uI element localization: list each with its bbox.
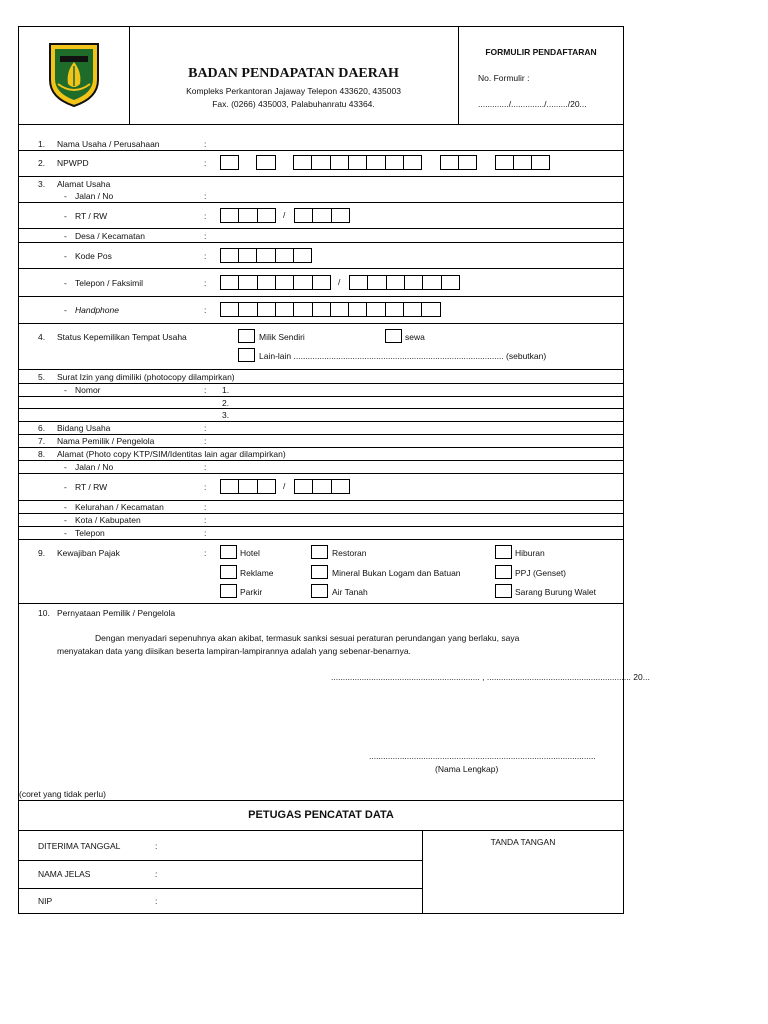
field-label-nama-pemilik: Nama Pemilik / Pengelola: [57, 436, 155, 446]
row-divider: [18, 408, 624, 409]
field-num: 3.: [38, 179, 46, 189]
dash: -: [64, 305, 67, 315]
colon: :: [204, 515, 207, 525]
org-address-line2: Fax. (0266) 435003, Palabuhanratu 43364.: [212, 99, 375, 109]
checkbox-parkir[interactable]: [220, 584, 237, 598]
digit-box-divider: [331, 479, 332, 494]
colon: :: [204, 231, 207, 241]
digit-box-group[interactable]: [495, 155, 550, 170]
field-label-telepon: Telepon / Faksimil: [75, 278, 144, 288]
row-divider: [18, 383, 624, 384]
colon: :: [204, 139, 207, 149]
digit-box-divider: [275, 302, 276, 317]
field-num: 8.: [38, 449, 46, 459]
colon: :: [155, 869, 158, 879]
dash: -: [64, 515, 67, 525]
digit-box-divider: [238, 479, 239, 494]
nomor-item-3: 3.: [222, 410, 230, 420]
colon: :: [204, 482, 207, 492]
digit-box-divider: [404, 275, 405, 290]
digit-box-divider: [422, 275, 423, 290]
digit-box-divider: [257, 275, 258, 290]
digit-box-divider: [238, 208, 239, 223]
field-label-kode-pos: Kode Pos: [75, 251, 112, 261]
digit-box-divider: [348, 302, 349, 317]
colon: :: [204, 385, 207, 395]
row-divider: [18, 421, 624, 422]
option-air-tanah: Air Tanah: [332, 587, 368, 597]
field-label-jalan: Jalan / No: [75, 462, 114, 472]
dash: -: [64, 502, 67, 512]
checkbox-mineral[interactable]: [311, 565, 328, 579]
colon: :: [204, 191, 207, 201]
row-divider: [18, 396, 624, 397]
field-label-pernyataan: Pernyataan Pemilik / Pengelola: [57, 608, 176, 618]
row-divider: [18, 800, 624, 801]
field-label-kelurahan: Kelurahan / Kecamatan: [75, 502, 164, 512]
row-divider: [18, 176, 624, 177]
dash: -: [64, 278, 67, 288]
digit-box-divider: [293, 275, 294, 290]
form-number-label: No. Formulir :: [478, 73, 530, 83]
field-num: 9.: [38, 548, 46, 558]
signature-line[interactable]: ................................................................................................: [369, 751, 596, 761]
digit-box-divider: [366, 155, 367, 170]
org-address-line1: Kompleks Perkantoran Jajaway Telepon 433620, 435003: [186, 86, 401, 96]
dash: -: [64, 462, 67, 472]
digit-box-group[interactable]: [294, 479, 350, 494]
checkbox-sewa[interactable]: [385, 329, 402, 343]
option-milik-sendiri: Milik Sendiri: [259, 332, 305, 342]
field-num: 4.: [38, 332, 46, 342]
digit-box-divider: [386, 275, 387, 290]
digit-box-divider: [312, 479, 313, 494]
row-divider: [18, 296, 624, 297]
digit-box-divider: [441, 275, 442, 290]
row-divider: [18, 268, 624, 269]
colon: :: [204, 211, 207, 221]
digit-box-divider: [238, 248, 239, 263]
colon: :: [204, 251, 207, 261]
row-divider: [18, 830, 624, 831]
option-parkir: Parkir: [240, 587, 263, 597]
colon: :: [204, 436, 207, 446]
digit-box-divider: [531, 155, 532, 170]
dash: -: [64, 482, 67, 492]
dash: -: [64, 528, 67, 538]
statement-line-1: Dengan menyadari sepenuhnya akan akibat, termasuk sanksi sesuai peraturan perundangan yang berlaku, saya: [95, 633, 520, 643]
statement-line-2: menyatakan data yang diisikan beserta lampiran-lampirannya adalah yang sebenar-benarnya.: [57, 646, 411, 656]
checkbox-sarang-walet[interactable]: [495, 584, 512, 598]
dash: -: [64, 231, 67, 241]
row-divider: [18, 447, 624, 448]
digit-box-divider: [275, 275, 276, 290]
digit-box-group[interactable]: [256, 155, 276, 170]
digit-box-divider: [256, 248, 257, 263]
digit-box-divider: [330, 302, 331, 317]
colon: :: [204, 423, 207, 433]
digit-box-divider: [257, 208, 258, 223]
field-label-rt-rw: RT / RW: [75, 211, 108, 221]
row-divider: [18, 603, 624, 604]
colon: :: [155, 896, 158, 906]
digit-box-divider: [312, 208, 313, 223]
option-ppj: PPJ (Genset): [515, 568, 567, 578]
slash: /: [338, 277, 341, 287]
digit-box-divider: [257, 479, 258, 494]
option-restoran: Restoran: [332, 548, 367, 558]
digit-box-group[interactable]: [220, 208, 276, 223]
option-sarang-walet: Sarang Burung Walet: [515, 587, 596, 597]
row-divider: [18, 888, 422, 889]
digit-box-divider: [238, 275, 239, 290]
colon: :: [204, 278, 207, 288]
option-sewa: sewa: [405, 332, 425, 342]
digit-box-divider: [293, 248, 294, 263]
dash: -: [64, 191, 67, 201]
row-divider: [18, 202, 624, 203]
slash: /: [283, 481, 286, 491]
digit-box-divider: [312, 302, 313, 317]
label-tanda-tangan: TANDA TANGAN: [490, 837, 556, 847]
label-nip: NIP: [38, 896, 53, 906]
digit-box-divider: [293, 302, 294, 317]
row-divider: [18, 500, 624, 501]
digit-box-divider: [311, 155, 312, 170]
row-divider: [18, 228, 624, 229]
digit-box-divider: [403, 302, 404, 317]
checkbox-air-tanah[interactable]: [311, 584, 328, 598]
field-label-jalan: Jalan / No: [75, 191, 114, 201]
option-hotel: Hotel: [240, 548, 260, 558]
field-label-bidang-usaha: Bidang Usaha: [57, 423, 111, 433]
petugas-title: PETUGAS PENCATAT DATA: [248, 809, 394, 821]
row-divider: [18, 242, 624, 243]
field-label-desa: Desa / Kecamatan: [75, 231, 145, 241]
checkbox-restoran[interactable]: [311, 545, 328, 559]
checkbox-lain-lain[interactable]: [238, 348, 255, 362]
field-num: 6.: [38, 423, 46, 433]
digit-box-divider: [275, 248, 276, 263]
org-name: BADAN PENDAPATAN DAERAH: [188, 66, 399, 81]
digit-box-divider: [458, 155, 459, 170]
form-number-value[interactable]: ............./............../........./20...: [478, 99, 587, 109]
option-hiburan: Hiburan: [515, 548, 545, 558]
field-num: 1.: [38, 139, 46, 149]
digit-box-divider: [257, 302, 258, 317]
checkbox-milik-sendiri[interactable]: [238, 329, 255, 343]
digit-box-divider: [330, 155, 331, 170]
row-divider: [18, 150, 624, 151]
field-label-alamat-pemilik: Alamat (Photo copy KTP/SIM/Identitas lain agar dilampirkan): [57, 449, 286, 459]
digit-box-group[interactable]: [294, 208, 350, 223]
field-label-alamat-usaha: Alamat Usaha: [57, 179, 111, 189]
label-nama-jelas: NAMA JELAS: [38, 869, 91, 879]
option-reklame: Reklame: [240, 568, 274, 578]
digit-box-divider: [421, 302, 422, 317]
digit-box-divider: [385, 302, 386, 317]
digit-box-divider: [348, 155, 349, 170]
dash: -: [64, 211, 67, 221]
digit-box-divider: [312, 275, 313, 290]
shield-emblem-icon: [46, 40, 102, 108]
row-divider: [18, 473, 624, 474]
digit-box-divider: [403, 155, 404, 170]
row-divider: [18, 369, 624, 370]
field-label-kewajiban-pajak: Kewajiban Pajak: [57, 548, 120, 558]
field-label-status-kepemilikan: Status Kepemilikan Tempat Usaha: [57, 332, 187, 342]
digit-box-divider: [513, 155, 514, 170]
colon: :: [204, 502, 207, 512]
colon: :: [204, 528, 207, 538]
field-label-npwpd: NPWPD: [57, 158, 89, 168]
colon: :: [204, 462, 207, 472]
row-divider: [18, 860, 422, 861]
colon: :: [155, 841, 158, 851]
field-label-surat-izin: Surat Izin yang dimiliki (photocopy dilampirkan): [57, 372, 235, 382]
field-label-handphone: Handphone: [75, 305, 119, 315]
digit-box-group[interactable]: [220, 479, 276, 494]
digit-box-group[interactable]: [220, 155, 239, 170]
colon: :: [204, 305, 207, 315]
digit-box-divider: [331, 208, 332, 223]
row-divider: [18, 539, 624, 540]
nomor-item-1: 1.: [222, 385, 230, 395]
field-label-kota: Kota / Kabupaten: [75, 515, 141, 525]
signature-name-label: (Nama Lengkap): [435, 764, 499, 774]
row-divider: [18, 460, 624, 461]
digit-box-group[interactable]: [220, 248, 312, 263]
checkbox-reklame[interactable]: [220, 565, 237, 579]
field-label-nama-usaha: Nama Usaha / Perusahaan: [57, 139, 160, 149]
header-divider-right: [458, 26, 459, 124]
row-divider: [18, 526, 624, 527]
field-num: 10.: [38, 608, 50, 618]
field-num: 5.: [38, 372, 46, 382]
dash: -: [64, 385, 67, 395]
row-divider: [18, 323, 624, 324]
field-label-telepon-pemilik: Telepon: [75, 528, 105, 538]
form-title: FORMULIR PENDAFTARAN: [485, 47, 597, 57]
option-lain-lain: Lain-lain ......................................................................................... (sebutkan): [259, 351, 547, 361]
checkbox-hotel[interactable]: [220, 545, 237, 559]
field-num: 2.: [38, 158, 46, 168]
checkbox-hiburan[interactable]: [495, 545, 512, 559]
colon: :: [204, 158, 207, 168]
field-label-rt-rw: RT / RW: [75, 482, 108, 492]
header-bottom-border: [18, 124, 624, 125]
nomor-item-2: 2.: [222, 398, 230, 408]
field-num: 7.: [38, 436, 46, 446]
row-divider: [18, 434, 624, 435]
label-diterima-tanggal: DITERIMA TANGGAL: [38, 841, 121, 851]
digit-box-divider: [385, 155, 386, 170]
field-label-nomor: Nomor: [75, 385, 101, 395]
option-mineral: Mineral Bukan Logam dan Batuan: [332, 568, 461, 578]
slash: /: [283, 210, 286, 220]
checkbox-ppj[interactable]: [495, 565, 512, 579]
digit-box-divider: [367, 275, 368, 290]
dash: -: [64, 251, 67, 261]
digit-box-divider: [366, 302, 367, 317]
footnote: (coret yang tidak perlu): [19, 789, 106, 799]
place-date-line[interactable]: ............................................................... , ............................................................. 20...: [331, 672, 650, 682]
colon: :: [204, 548, 207, 558]
digit-box-divider: [238, 302, 239, 317]
row-divider: [18, 513, 624, 514]
regency-logo: [46, 40, 102, 108]
